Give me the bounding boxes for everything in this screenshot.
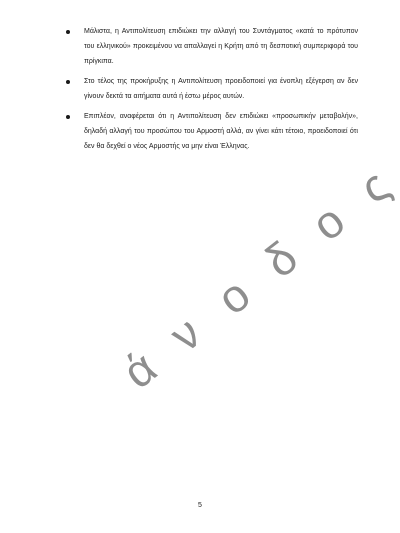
page-number: 5 bbox=[198, 502, 202, 509]
watermark-letter: ν bbox=[160, 306, 211, 362]
bullet-text: Επιπλέον, αναφέρεται ότι η Αντιπολίτευση δεν επιδιώκει «προσωπικήν μεταβολήν», δηλαδή αλλαγή του προσώπου του Αρμοστή αλλά, αν γίνει κάτι τέτοιο, προειδοποιεί ότι δεν θα δεχθεί ο νέος Αρμοστής να μην είναι Έλληνας. bbox=[84, 113, 358, 150]
bullet-item bbox=[62, 109, 358, 154]
bullet-item bbox=[62, 74, 358, 104]
watermark-letter: ο bbox=[207, 267, 260, 325]
watermark-letter: ά bbox=[112, 340, 166, 399]
bullet-item bbox=[62, 24, 358, 69]
bullet-icon bbox=[66, 115, 70, 119]
bullet-list bbox=[62, 24, 358, 159]
watermark-letter: ς bbox=[349, 159, 399, 214]
watermark-letter: ο bbox=[301, 193, 355, 251]
bullet-text: Στο τέλος της προκήρυξης η Αντιπολίτευση προειδοποιεί για ένοπλη εξέγερση αν δεν γίνουν δεκτά τα αιτήματα αυτά ή έστω μέρος αυτών. bbox=[84, 78, 358, 100]
watermark-letter: δ bbox=[254, 230, 307, 288]
bullet-text: Μάλιστα, η Αντιπολίτευση επιδιώκει την αλλαγή του Συντάγματος «κατά το πρότυπον του ελληνικού» προκειμένου να απαλλαγεί η Κρήτη από τη δεσποτική συμπεριφορά του πρίγκιπα. bbox=[84, 28, 358, 65]
bullet-icon bbox=[66, 30, 70, 34]
bullet-icon bbox=[66, 80, 70, 84]
